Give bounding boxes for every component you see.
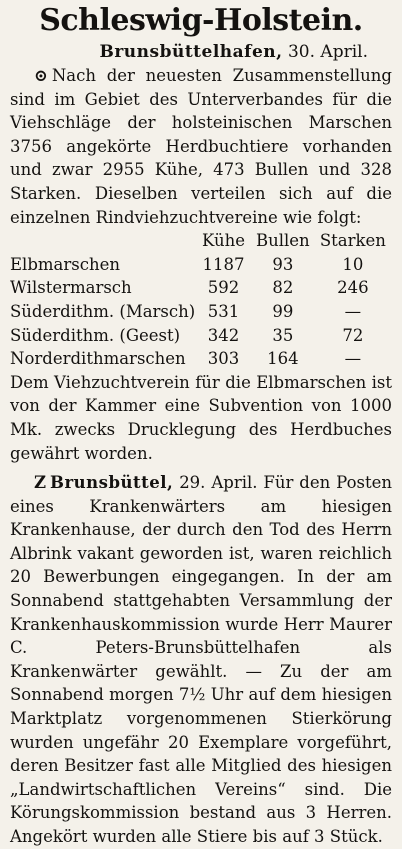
row-starken: 10 [342,254,364,274]
row-kuehe: 531 [207,301,240,321]
author-mark: Z [34,473,47,493]
article2-paragraph [10,471,392,849]
row-name: Süderdithm. (Marsch) [10,301,196,321]
article2-body-part2: sind. Die Körungskommission bestand aus 3 Herren. Angekört wurden alle Stiere bis auf 3 Stück. [10,779,393,846]
row-kuehe: 592 [207,278,240,298]
row-starken: — [344,349,362,369]
table-row [10,324,392,348]
article1-intro-paragraph [10,64,392,229]
row-name: Elbmarschen [10,254,120,274]
table-header-bullen: Bullen [255,231,310,251]
row-name: Wilstermarsch [10,278,132,298]
row-kuehe: 1187 [202,254,245,274]
table-header-empty [10,229,195,253]
table-row [10,253,392,277]
article2-place: Brunsbüttel, [50,473,174,493]
row-kuehe: 303 [207,349,240,369]
table-row [10,347,392,371]
table-row [10,300,392,324]
breeding-statistics-table [10,229,392,371]
row-bullen: 164 [267,349,299,369]
row-starken: — [344,301,362,321]
row-bullen: 99 [272,301,294,321]
article1-intro-text: Nach der neuesten Zusammenstellung sind im Gebiet des Unterverbandes für die Viehschläge der holsteinischen Marschen 3756 angekörte Herdbuchtiere vorhanden und zwar 2955 Kühe, 473 Bullen und 328 Starken. Dieselben verteilen sich auf die einzelnen Rindviehzuchtvereine wie folgt: [10,66,392,227]
section-heading: Schleswig-Holstein. [39,3,363,38]
row-bullen: 35 [272,325,294,345]
table-header-starken: Starken [319,231,386,251]
row-starken: 246 [337,278,369,298]
article2-quote: „Landwirtschaftlichen Vereins“ [10,779,286,799]
row-name: Süderdithm. (Geest) [10,325,181,345]
article2-body-part1: 29. April. Für den Posten eines Krankenwärters am hiesigen Krankenhause, der durch den Tod des Herrn Albrink vakant geworden ist, waren reichlich 20 Bewerbungen eingegangen. In der am Sonnabend stattgehabten Versammlung der Krankenhauskommission wurde Herr Maurer C. Peters-Brunsbüttelhafen als Krankenwärter gewählt. — Zu der am Sonnabend morgen 7½ Uhr auf dem hiesigen Marktplatz vorgenommenen Stierkörung wurden ungefähr 20 Exemplare vorgeführt, deren Besitzer fast alle Mitglied des hiesigen [10,473,392,776]
newspaper-column [0,2,402,846]
row-bullen: 93 [272,254,294,274]
table-header-kuehe: Kühe [202,231,246,251]
row-starken: 72 [342,325,364,345]
article1-closing-paragraph: Dem Viehzuchtverein für die Elbmarschen ist von der Kammer eine Subvention von 1000 Mk. zwecks Drucklegung des Herdbuches gewährt worden. [10,372,392,463]
table-header-row [10,229,392,253]
article1-date: 30. April. [287,42,368,62]
table-row [10,276,392,300]
article1-place: Brunsbüttelhafen, [99,42,283,62]
row-kuehe: 342 [207,325,240,345]
article1-dateline [10,40,392,64]
row-bullen: 82 [272,278,294,298]
circle-dot-icon: ⊙ [34,66,48,85]
row-name: Norderdithmarschen [10,349,186,369]
